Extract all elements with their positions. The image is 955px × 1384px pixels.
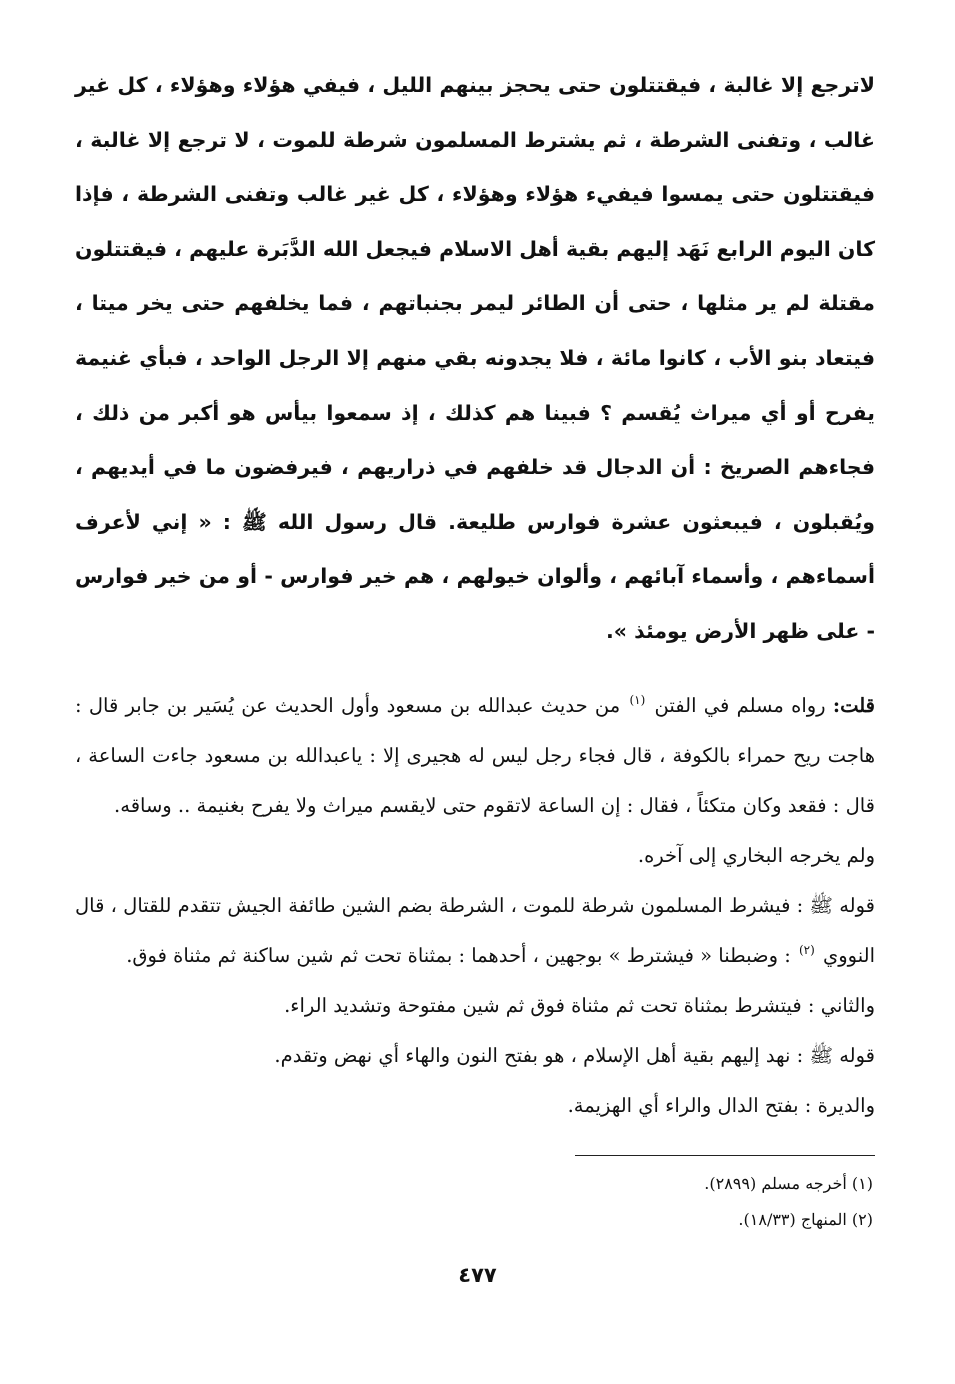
commentary-paragraph-2: ولم يخرجه البخاري إلى آخره. [637, 843, 875, 867]
commentary-paragraph-3 [75, 881, 875, 981]
footnote-reference-1[interactable]: (١) [629, 693, 646, 708]
footnote-divider [575, 1155, 875, 1156]
footnote-2: (٢) المنهاج (١٨/٣٣). [738, 1210, 873, 1229]
commentary-paragraph-5: قوله ﷺ : نهد إليهم بقية أهل الإسلام ، هو بفتح النون والهاء أي نهض وتقدم. [274, 1043, 875, 1067]
commentary-paragraph-6: والديرة : بفتح الدال والراء أي الهزيمة. [567, 1093, 875, 1117]
hadith-text: لاترجع إلا غالبة ، فيقتتلون حتى يحجز بينهم الليل ، فيفي هؤلاء وهؤلاء ، كل غير غالب ، وتفنى الشرطة ، ثم يشترط المسلمون شرطة للموت ، لا ترجع إلا غالبة ، فيقتتلون حتى يمسوا فيفيء هؤلاء وهؤلاء ، كل غير غالب وتفنى الشرطة ، فإذا كان اليوم الرابع نَهَد إليهم بقية أهل الاسلام فيجعل الله الدَّبَرة عليهم ، فيقتتلون مقتلة لم ير مثلها ، حتى أن الطائر ليمر بجنباتهم ، فما يخلفهم حتى يخر ميتا ، فيتعاد بنو الأب ، كانوا مائة ، فلا يجدونه بقي منهم إلا الرجل الواحد ، فبأي غنيمة يفرح أو أي ميراث يُقسم ؟ فبينا هم كذلك ، إذ سمعوا بيأس هو أكبر من ذلك ، فجاءهم الصريخ : أن الدجال قد خلفهم في ذراريهم ، فيرفضون ما في أيديهم ، ويُقبلون ، فيبعثون عشرة فوارس طليعة. قال رسول الله ﷺ : « إني لأعرف أسماءهم ، وأسماء آبائهم ، وألوان خيولهم ، هم خير فوارس - أو من خير فوارس - على ظهر الأرض يومئذ ». [75, 73, 875, 643]
commentary-text: من حديث عبدالله بن مسعود وأول الحديث عن يُسَير بن جابر قال : هاجت ريح حمراء بالكوفة ، قال فجاء رجل ليس له هجيرى إلا : ياعبدالله بن مسعود جاءت الساعة ، قال : فقعد وكان متكئاً ، فقال : إن الساعة لاتقوم حتى لايقسم ميراث ولا يفرح بغنيمة .. وساقه. [75, 693, 875, 817]
commentary-text: قوله ﷺ : فيشرط المسلمون شرطة للموت ، الشرطة بضم الشين طائفة الجيش تتقدم للقتال ، قال النووي [75, 893, 875, 967]
commentary-text: رواه مسلم في الفتن [654, 693, 826, 717]
footnotes [373, 1166, 873, 1238]
page-number: ٤٧٧ [458, 1263, 497, 1287]
footnote-1: (١) أخرجه مسلم (٢٨٩٩). [704, 1174, 873, 1193]
commentary-paragraph-1 [75, 681, 875, 831]
commentary-lead: قلت: [832, 693, 875, 717]
footnote-reference-2[interactable]: (٢) [798, 943, 815, 958]
commentary-text: : وضبطنا « فيشترط » بوجهين ، أحدهما : بمثناة تحت ثم شين ساكنة ثم مثناة فوق. [126, 943, 791, 967]
commentary-paragraph-4: والثاني : فيتشرط بمثناة تحت ثم مثناة فوق ثم شين مفتوحة وتشديد الراء. [284, 993, 875, 1017]
